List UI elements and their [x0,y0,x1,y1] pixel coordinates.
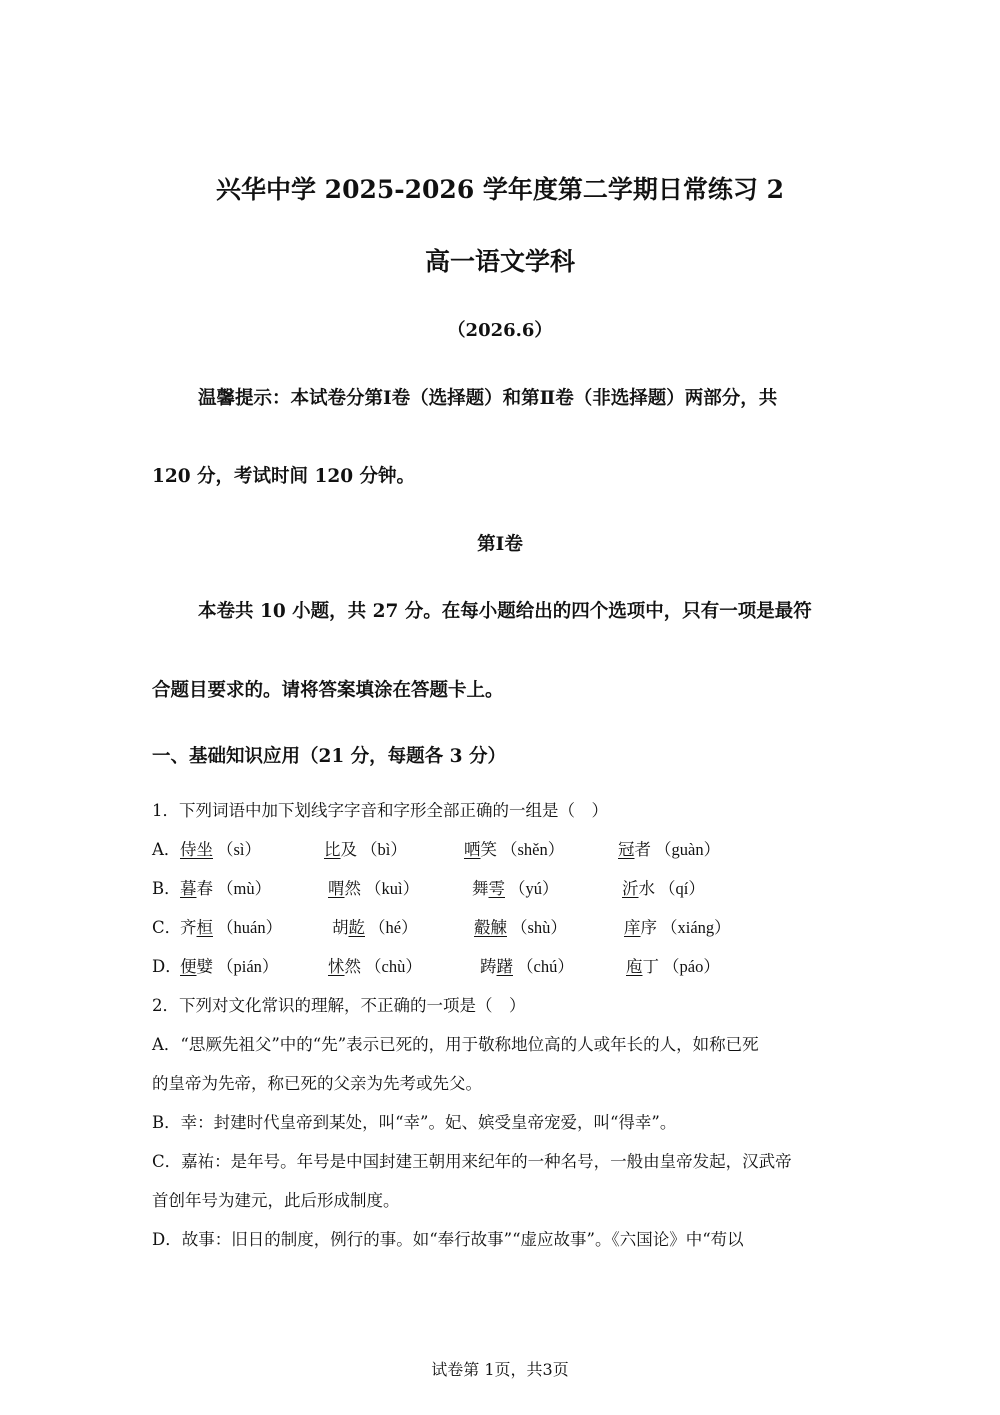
option-word [618,836,720,860]
word-rest: 笑 [480,840,497,859]
question-2-line: A．“思厥先祖父”中的“先”表示已死的，用于敬称地位高的人或年长的人，如称已死 [152,1035,759,1054]
underlined-char: 冠 [618,840,635,859]
section-heading: 一、基础知识应用（21 分，每题各 3 分） [152,746,506,767]
underlined-char: 龁 [348,918,365,937]
pinyin: （mù） [217,879,272,898]
underlined-char: 比 [324,840,341,859]
question-2-stem: 2．下列对文化常识的理解，不正确的一项是（ ） [152,996,526,1015]
underlined-char: 便 [180,957,197,976]
notice-line-2: 120 分，考试时间 120 分钟。 [152,466,416,487]
word-rest: 嬖 [196,957,213,976]
word-prefix: 舞 [472,879,489,898]
underlined-char: 雩 [488,879,505,898]
word-prefix: 齐 [180,918,197,937]
underlined-char: 沂 [622,879,639,898]
underlined-char: 暮 [180,879,197,898]
word-rest: 及 [340,840,357,859]
volume-heading: 第Ⅰ卷 [477,534,523,555]
pinyin: （sì） [217,840,262,859]
pinyin: （shěn） [501,840,565,859]
option-word [474,914,567,938]
underlined-char: 侍坐 [180,840,213,859]
exam-subject: 高一语文学科 [424,247,575,276]
pinyin: （hé） [369,918,418,937]
pinyin: （qí） [659,879,705,898]
pinyin: （huán） [217,918,283,937]
pinyin: （pián） [217,957,279,976]
option-word [180,836,261,860]
notice-line-1: 温馨提示：本试卷分第Ⅰ卷（选择题）和第Ⅱ卷（非选择题）两部分，共 [198,388,778,409]
pinyin: （shù） [511,918,567,937]
option-label: B． [152,879,181,898]
option-word [624,914,731,938]
pinyin: （kuì） [365,879,420,898]
option-label: D． [152,957,182,976]
pinyin: （guàn） [655,840,721,859]
volume-intro-line-2: 合题目要求的。请将答案填涂在答题卡上。 [152,680,504,701]
option-word [332,914,418,938]
option-word [464,836,564,860]
underlined-char: 庠 [624,918,641,937]
option-word [180,914,282,938]
question-2-line: B．幸：封建时代皇帝到某处，叫“幸”。妃、嫔受皇帝宠爱，叫“得幸”。 [152,1113,677,1132]
underlined-char: 躇 [496,957,513,976]
pinyin: （chú） [517,957,574,976]
pinyin: （páo） [663,957,720,976]
underlined-char: 喟 [328,879,345,898]
word-rest: 春 [196,879,213,898]
option-word [328,953,422,977]
word-rest: 然 [344,879,361,898]
word-rest: 序 [640,918,657,937]
option-word [324,836,407,860]
pinyin: （yú） [509,879,559,898]
pinyin: （bì） [361,840,407,859]
underlined-char: 哂 [464,840,481,859]
question-1-stem: 1．下列词语中加下划线字字音和字形全部正确的一组是（ ） [152,801,608,820]
underlined-char: 庖 [626,957,643,976]
word-prefix: 踌 [480,957,497,976]
volume-intro-line-1: 本卷共 10 小题，共 27 分。在每小题给出的四个选项中，只有一项是最符 [198,601,812,622]
exam-title: 兴华中学 2025-2026 学年度第二学期日常练习 2 [215,175,785,204]
word-prefix: 胡 [332,918,349,937]
option-word [626,953,720,977]
underlined-char: 怵 [328,957,345,976]
option-word [472,875,559,899]
option-word [622,875,705,899]
option-word [180,953,278,977]
pinyin: （xiáng） [661,918,731,937]
question-2-line: 首创年号为建元，此后形成制度。 [152,1191,400,1210]
exam-date: （2026.6） [447,320,553,341]
option-word [480,953,574,977]
option-label: C． [152,918,182,937]
word-rest: 者 [634,840,651,859]
pinyin: （chù） [365,957,422,976]
word-rest: 水 [638,879,655,898]
question-2-line: C．嘉祐：是年号。年号是中国封建王朝用来纪年的一种名号，一般由皇帝发起，汉武帝 [152,1152,792,1171]
option-word [328,875,419,899]
underlined-char: 觳觫 [474,918,507,937]
option-word [180,875,271,899]
underlined-char: 桓 [196,918,213,937]
word-rest: 然 [344,957,361,976]
page-footer: 试卷第 1页，共3页 [431,1360,569,1379]
word-rest: 丁 [642,957,659,976]
question-2-line: 的皇帝为先帝，称已死的父亲为先考或先父。 [152,1074,482,1093]
question-2-line: D．故事：旧日的制度，例行的事。如“奉行故事”“虚应故事”。《六国论》中“苟以 [152,1230,744,1249]
option-label: A． [152,840,181,859]
